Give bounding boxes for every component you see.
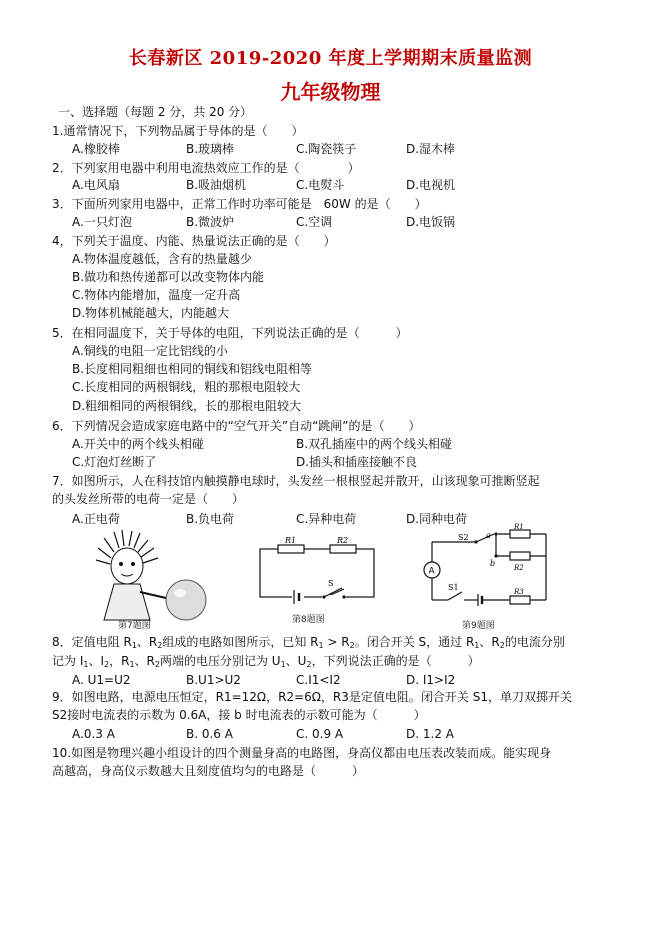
q9-option-d: D. 1.2 A [406,727,454,741]
exam-subtitle: 九年级物理 [280,80,381,104]
q6-option-b: B.双孔插座中的两个线头相碰 [296,437,453,451]
fig8-r2-label: R2 [337,536,349,545]
fig9-ammeter-label: A [428,566,435,577]
fig8-r1-label: R1 [285,536,297,545]
q1-option-c: C.陶瓷筷子 [296,142,357,156]
q1-option-d: D.湿木棒 [406,142,456,156]
q1-option-a: A.橡胶棒 [72,142,120,156]
question-9-stem-line2: S2接时电流表的示数为 0.6A，接 b 时电流表的示数可能为（ ） [52,708,426,722]
figure-7-caption: 第7题图 [118,621,151,631]
q8-option-c: C.I1<I2 [296,673,341,687]
q3-option-d: D.电饭锅 [406,215,456,229]
q5-option-c: C.长度相同的两根铜线，粗的那根电阻较大 [72,380,301,394]
fig9-a-label: a [486,531,491,540]
fig9-s2-label: S2 [458,533,469,542]
exam-title: 长春新区 2019-2020 年度上学期期末质量监测 [128,48,533,69]
q3-option-b: B.微波炉 [186,215,235,229]
section-heading: 一、选择题（每题 2 分，共 20 分） [58,105,253,119]
fig9-r1-label: R1 [514,523,524,531]
question-3-stem: 3．下面所列家用电器中，正常工作时功率可能是 60W 的是（ ） [52,197,427,211]
question-4-stem: 4，下列关于温度、内能、热量说法正确的是（ ） [52,234,336,248]
q8-option-d: D. I1>I2 [406,673,456,687]
fig9-b-label: b [490,559,496,568]
q3-option-c: C.空调 [296,215,333,229]
fig8-switch-label: S [328,579,334,588]
q1-option-b: B.玻璃棒 [186,142,235,156]
figure-7-static-ball [74,530,214,620]
question-5-stem: 5．在相同温度下，关于导体的电阻，下列说法正确的是（ ） [52,326,408,340]
question-7-stem-line1: 7．如图所示，人在科技馆内触摸静电球时，头发丝一根根竖起并散开，山该现象可推断竖起 [52,474,540,488]
q3-option-a: A.一只灯泡 [72,215,132,229]
figure-9-circuit [418,523,552,612]
fig9-r2-label: R2 [514,564,524,572]
figure-9-caption: 第9题图 [462,621,495,631]
q2-option-c: C.电熨斗 [296,178,345,192]
q9-option-b: B. 0.6 A [186,727,233,741]
q2-option-a: A.电风扇 [72,178,120,192]
q2-option-b: B.吸油烟机 [186,178,247,192]
q7-option-c: C.异种电荷 [296,512,357,526]
q4-option-b: B.做功和热传递都可以改变物体内能 [72,270,265,284]
q7-option-d: D.同种电荷 [406,512,468,526]
q5-option-d: D.粗细相同的两根铜线，长的那根电阻较大 [72,399,302,413]
question-1-stem: 1.通常情况下，下列物品属于导体的是（ ） [52,124,304,138]
q4-option-d: D.物体机械能越大，内能越大 [72,306,230,320]
q5-option-a: A.铜线的电阻一定比铝线的小 [72,344,228,358]
q6-option-d: D.插头和插座接触不良 [296,455,418,469]
q2-option-d: D.电视机 [406,178,456,192]
q4-option-c: C.物体内能增加，温度一定升高 [72,288,241,302]
q8-option-b: B.U1>U2 [186,673,241,687]
q6-option-a: A.开关中的两个线头相碰 [72,437,204,451]
q9-option-c: C. 0.9 A [296,727,344,741]
question-8-stem-line1: 8．定值电阻 $R_1$、$R_2$组成的电路如图所示，已知 $R_1 > R_2$。闭合开关 S，通过 $R_1$、$R_2$的电流分别 [52,635,565,650]
fig9-s1-label: S1 [448,583,459,592]
q5-option-b: B.长度相同粗细也相同的铜线和铝线电阻相等 [72,362,313,376]
fig9-r3-label: R3 [514,588,524,596]
question-2-stem: 2．下列家用电器中利用电流热效应工作的是（ ） [52,161,360,175]
question-10-stem-line1: 10.如图是物理兴趣小组设计的四个测量身高的电路图，身高仪都由电压表改装而成。能实现身 [52,746,552,760]
q4-option-a: A.物体温度越低，含有的热量越少 [72,252,252,266]
q9-option-a: A.0.3 A [72,727,115,741]
figure-8-circuit [252,535,382,605]
question-8-stem-line2: 记为 $I_1$、$I_2$，$R_1$、$R_2$两端的电压分别记为 $U_1$、$U_2$，下列说法正确的是（ ） [52,654,480,669]
q7-option-a: A.正电荷 [72,512,120,526]
question-9-stem-line1: 9．如图电路，电源电压恒定，R1=12Ω，R2=6Ω，R3是定值电阻。闭合开关 S1，单刀双掷开关 [52,690,572,704]
question-10-stem-line2: 高越高，身高仪示数越大且刻度值均匀的电路是（ ） [52,764,365,778]
question-6-stem: 6．下列情况会造成家庭电路中的“空气开关”自动“跳闸”的是（ ） [52,419,421,433]
q6-option-c: C.灯泡灯丝断了 [72,455,157,469]
q7-option-b: B.负电荷 [186,512,235,526]
question-7-stem-line2: 的头发丝所带的电荷一定是（ ） [52,492,245,506]
q8-option-a: A. U1=U2 [72,673,131,687]
figure-8-caption: 第8题图 [292,615,325,625]
